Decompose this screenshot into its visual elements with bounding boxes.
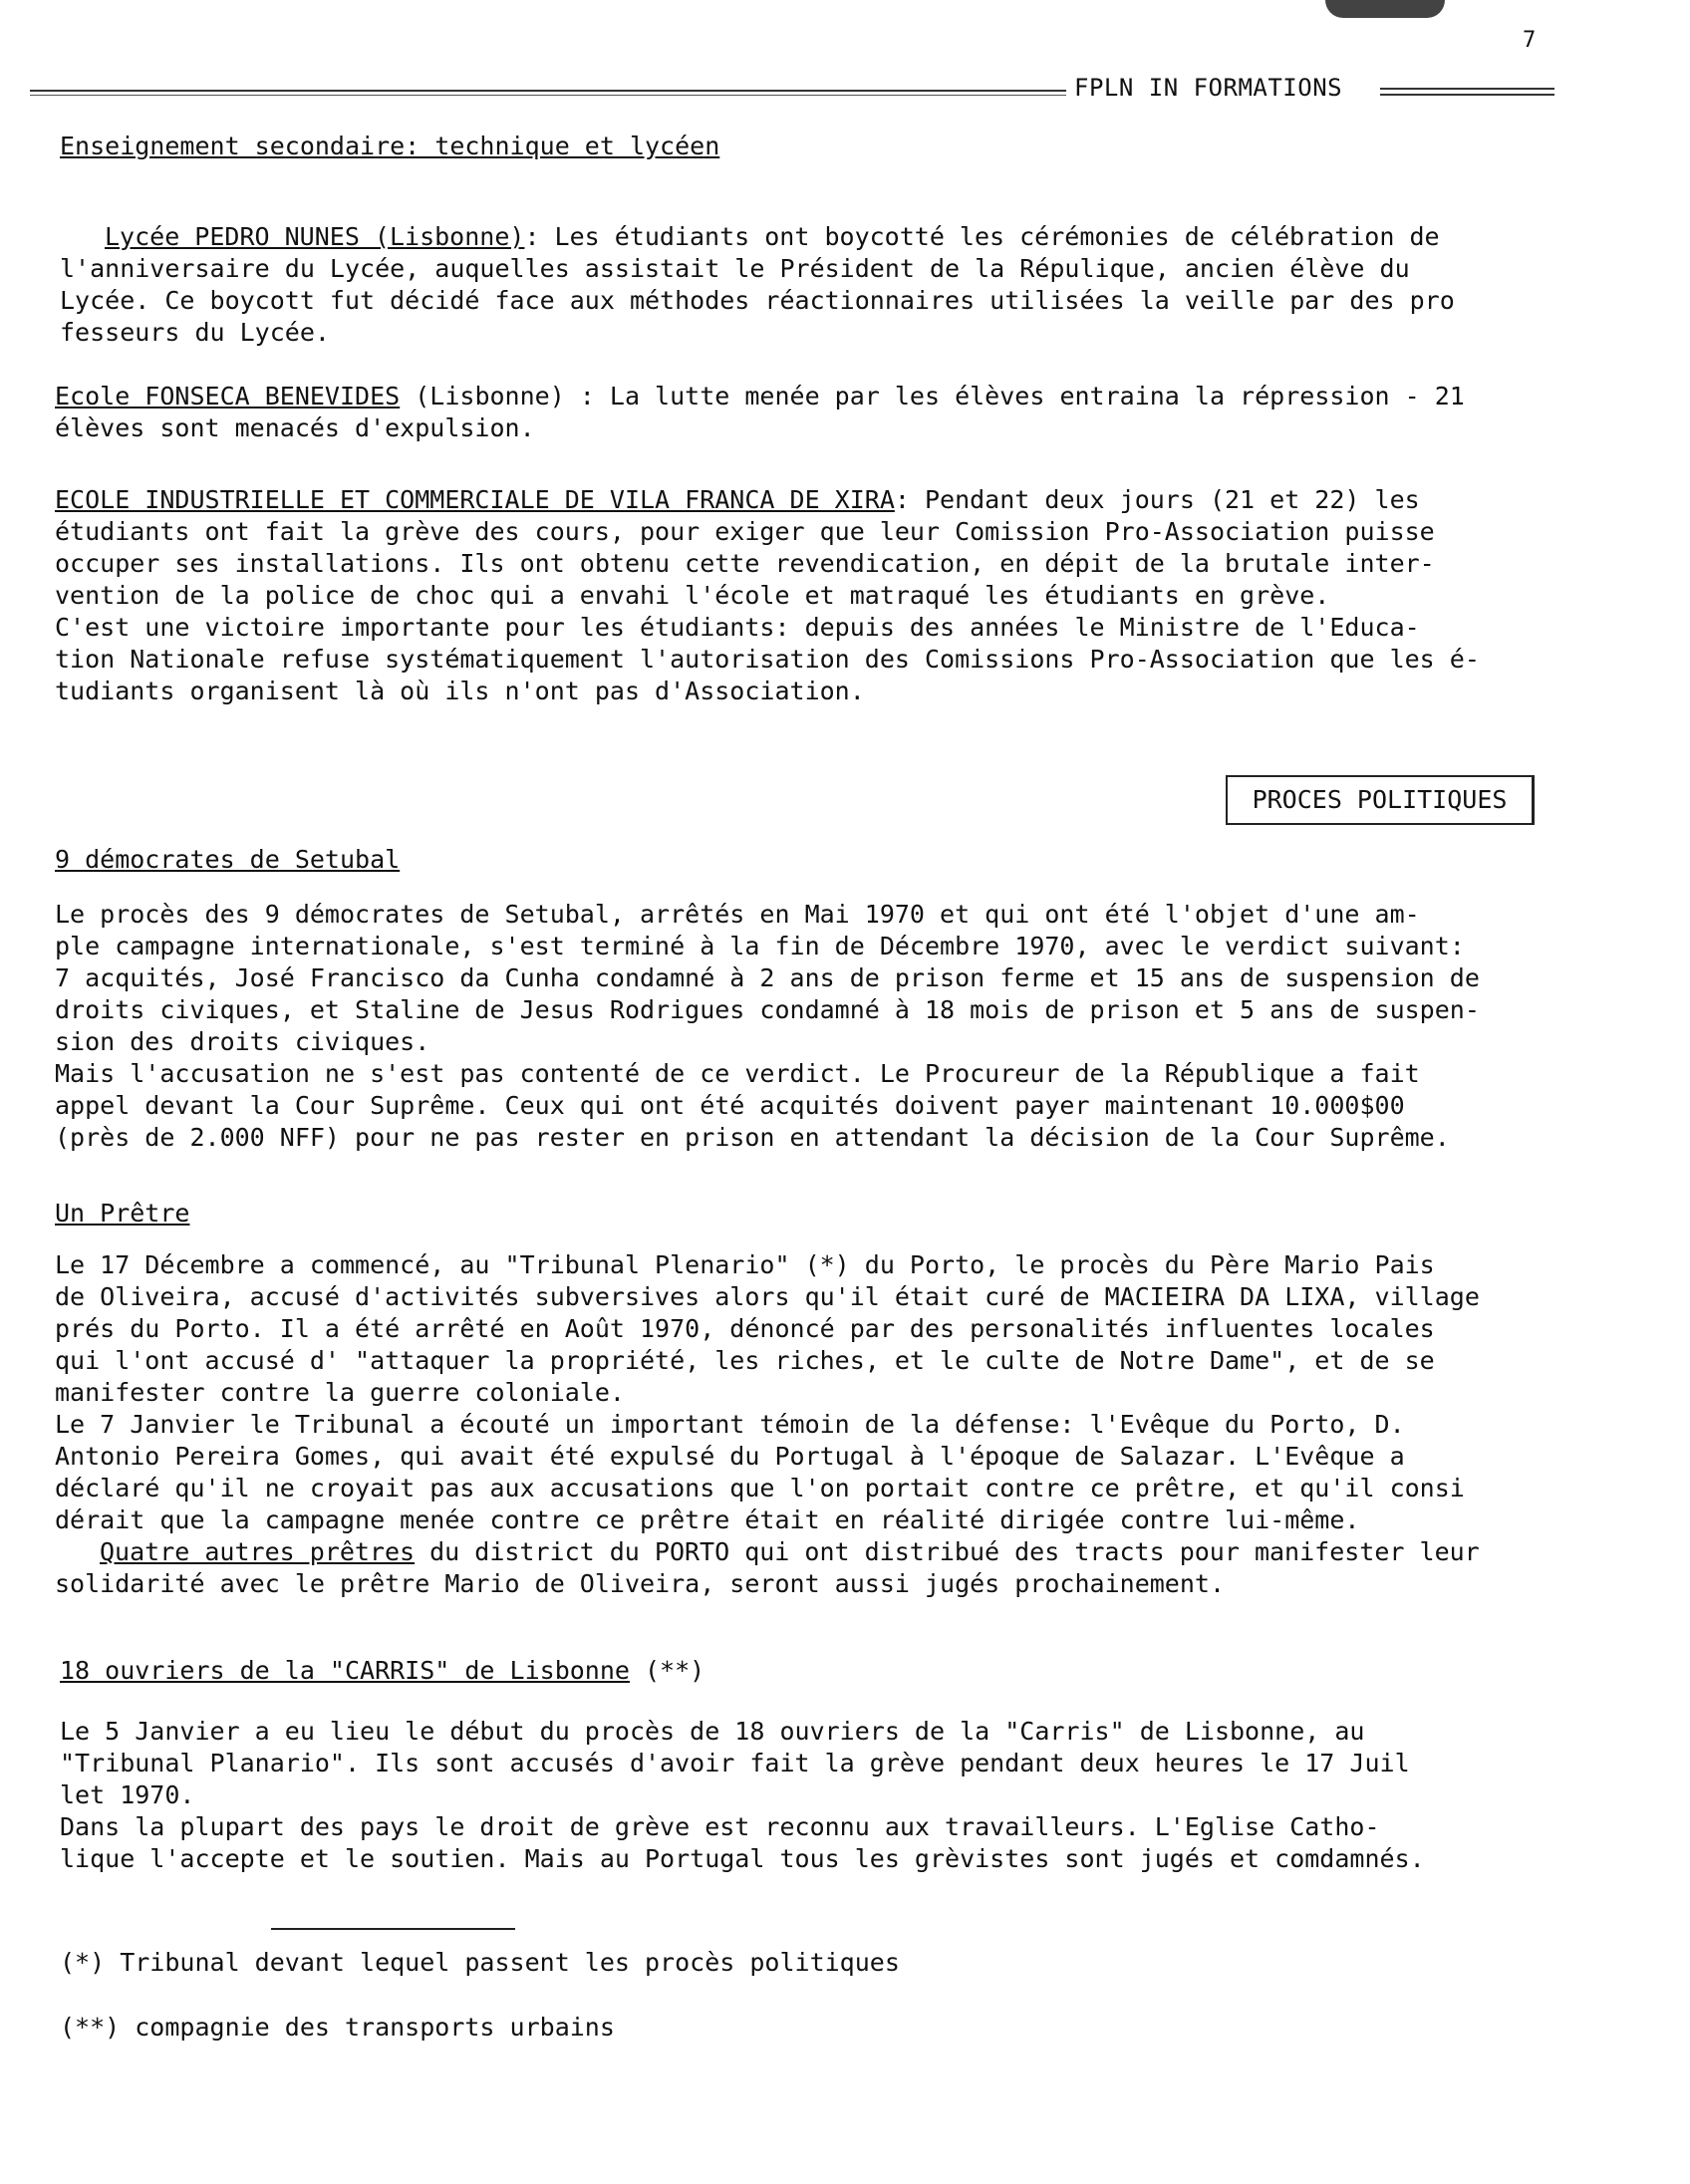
paragraph-quatre-pretres <box>55 1536 1579 1600</box>
section-heading-secondaire: Enseignement secondaire: technique et lycéen <box>60 132 720 160</box>
quatre-pretres-text: du district du PORTO qui ont distribué des tracts pour manifester leur solidarité avec le prêtre Mario de Oliveira, seront aussi jugés prochainement. <box>55 1537 1480 1598</box>
section-heading-pretre: Un Prêtre <box>55 1199 190 1228</box>
pedro-nunes-text: : Les étudiants ont boycotté les cérémonies de célébration de l'anniversaire du Lycée, auquelles assistait le Président de la Répulique, ancien élève du Lycée. Ce boycott fut décidé face aux méthodes réactionnaires utilisées la veille par des pro fesseurs du Lycée. <box>60 222 1455 347</box>
page-header <box>0 70 1554 100</box>
section-heading-setubal: 9 démocrates de Setubal <box>55 845 401 874</box>
header-rule-right <box>1380 88 1554 96</box>
paragraph-pretre: Le 17 Décembre a commencé, au "Tribunal Plenario" (*) du Porto, le procès du Père Mario Pais de Oliveira, accusé d'activités subversives alors qu'il était curé de MACIEIRA DA LIXA, village prés du Porto. Il a été arrêté en Août 1970, dénoncé par des personalités influentes locales qui l'ont accusé d' "attaquer la propriété, les riches, et le culte de Notre Dame", et de se manifester contre la guerre coloniale. Le 7 Janvier le Tribunal a écouté un important témoin de la défense: l'Evêque du Porto, D. Antonio Pereira Gomes, qui avait été expulsé du Portugal à l'époque de Salazar. L'Evêque a déclaré qu'il ne croyait pas aux accusations que l'on portait contre ce prêtre, et qu'il consi dérait que la campagne menée contre ce prêtre était en réalité dirigée contre lui-même. <box>55 1250 1480 1534</box>
vila-franca-text: : Pendant deux jours (21 et 22) les étudiants ont fait la grève des cours, pour exiger que leur Comission Pro-Association puisse occuper ses installations. Ils ont obtenu cette revendication, en dépit de la brutale inter- vention de la police de choc qui a envahi l'école et matraqué les étudiants en grève. C'est une victoire importante pour les étudiants: depuis des années le Ministre de l'Educa- tion Nationale refuse systématiquement l'autorisation des Comissions Pro-Association que les é- tudiants organisent là où ils n'ont pas d'Association. <box>55 485 1480 705</box>
proces-politiques-label: PROCES POLITIQUES <box>1226 775 1535 825</box>
vila-franca-label: ECOLE INDUSTRIELLE ET COMMERCIALE DE VILA FRANCA DE XIRA <box>55 485 895 514</box>
footnote-carris: (**) compagnie des transports urbains <box>60 2013 615 2042</box>
paragraph-carris: Le 5 Janvier a eu lieu le début du procès de 18 ouvriers de la "Carris" de Lisbonne, au "Tribunal Planario". Ils sont accusés d'avoir fait la grève pendant deux heures le 17 Juil let 1970. Dans la plupart des pays le droit de grève est reconnu aux travailleurs. L'Eglise Catho- lique l'accepte et le soutien. Mais au Portugal tous les grèvistes sont jugés et comdamnés. <box>60 1717 1425 1873</box>
paragraph-vila-franca <box>55 484 1569 707</box>
carris-heading-label: 18 ouvriers de la "CARRIS" de Lisbonne <box>60 1656 630 1685</box>
ink-blot <box>1325 0 1445 18</box>
footnote-rule <box>271 1928 515 1930</box>
header-title: FPLN IN FORMATIONS <box>1074 74 1343 102</box>
section-heading-carris <box>60 1656 704 1685</box>
fonseca-text: (Lisbonne) : La lutte menée par les élèves entraina la répression - 21 élèves sont menacés d'expulsion. <box>55 382 1465 442</box>
footnote-tribunal: (*) Tribunal devant lequel passent les procès politiques <box>60 1948 900 1977</box>
fonseca-label: Ecole FONSECA BENEVIDES <box>55 382 401 410</box>
paragraph-setubal: Le procès des 9 démocrates de Setubal, arrêtés en Mai 1970 et qui ont été l'objet d'une am- ple campagne internationale, s'est terminé à la fin de Décembre 1970, avec le verdict suivant: 7 acquités, José Francisco da Cunha condamné à 2 ans de prison ferme et 15 ans de suspension de droits civiques, et Staline de Jesus Rodrigues condamné à 18 mois de prison et 5 ans de suspen- sion des droits civiques. Mais l'accusation ne s'est pas contenté de ce verdict. Le Procureur de la République a fait appel devant la Cour Suprême. Ceux qui ont été acquités doivent payer maintenant 10.000$00 (près de 2.000 NFF) pour ne pas rester en prison en attendant la décision de la Cour Suprême. <box>55 900 1480 1152</box>
quatre-pretres-label: Quatre autres prêtres <box>100 1537 416 1566</box>
paragraph-pedro-nunes <box>60 221 1554 349</box>
page-number: 7 <box>1523 28 1537 53</box>
pedro-nunes-label: Lycée PEDRO NUNES (Lisbonne) <box>105 222 525 251</box>
paragraph-fonseca <box>55 381 1549 444</box>
carris-heading-suffix: (**) <box>629 1656 705 1685</box>
header-rule-left <box>30 90 1066 96</box>
